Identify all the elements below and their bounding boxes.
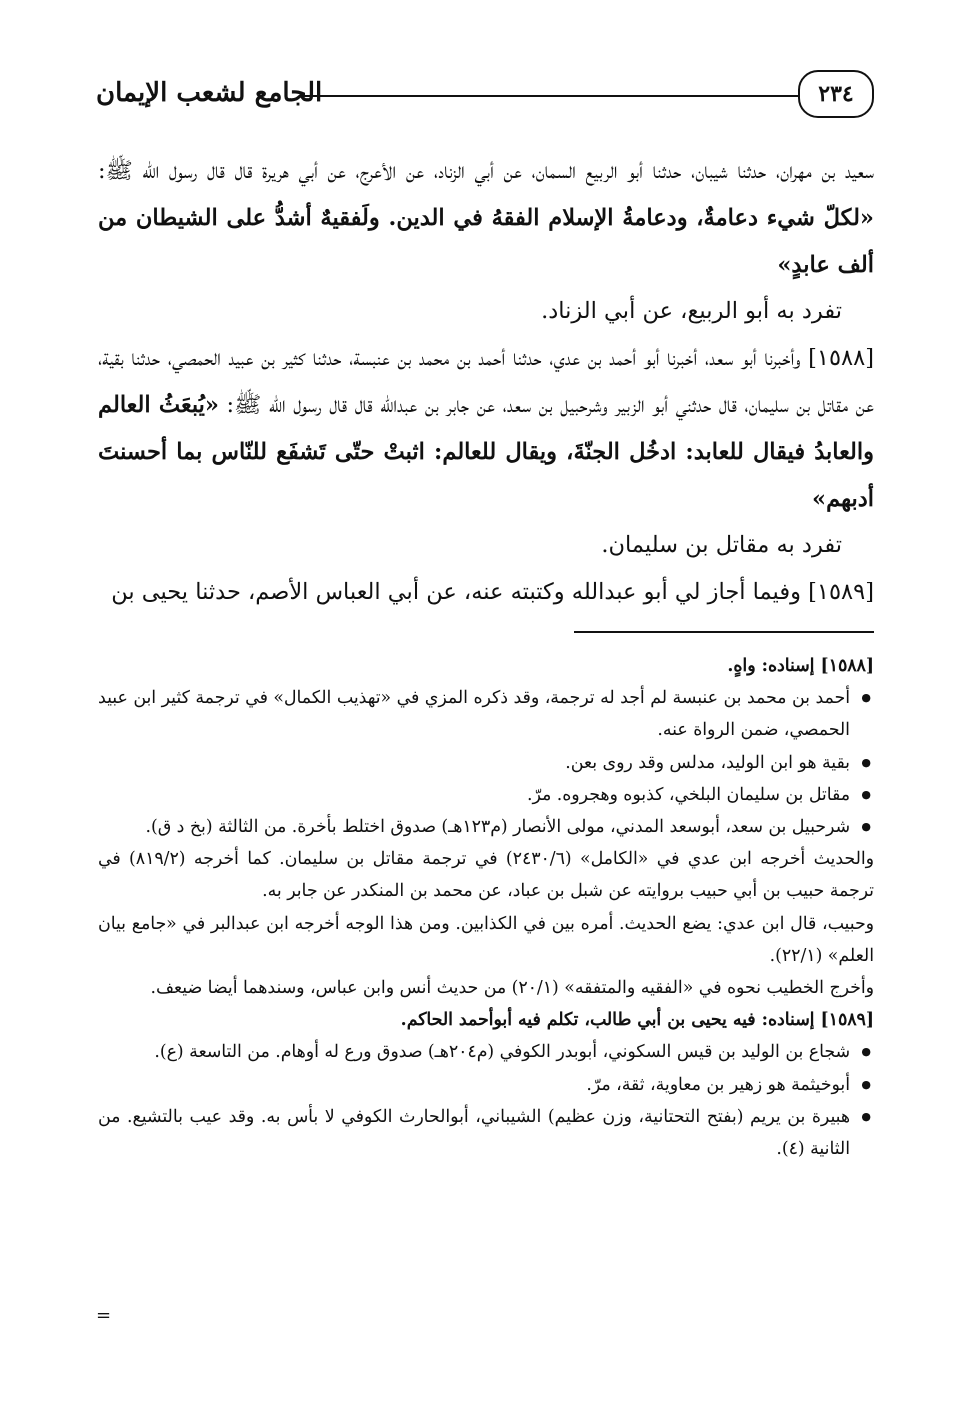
main-text <box>98 148 874 616</box>
page-number: ٢٣٤ <box>798 70 874 118</box>
list-item: ● شجاع بن الوليد بن قيس السكوني، أبوبدر الكوفي (م٢٠٤هـ) صدوق ورع له أوهام. من التاسعة (ع). <box>98 1036 874 1068</box>
continuation-mark: = <box>96 1305 112 1326</box>
header-rule <box>300 95 800 97</box>
list-item: ● أحمد بن محمد بن عنبسة لم أجد له ترجمة، وقد ذكره المزي في «تهذيب الكمال» في ترجمة كثير ابن عبيد الحمصي، ضمن الرواة عنه. <box>98 682 874 746</box>
list-item: ● هبيرة بن يريم (بفتح التحتانية، وزن عظيم) الشيباني، أبوالحارث الكوفي لا بأس به. وقد عيب بالتشيع. من الثانية (٤). <box>98 1101 874 1165</box>
paragraph-2: تفرد به أبو الربيع، عن أبي الزناد. <box>541 298 842 325</box>
paragraph-1 <box>98 148 874 288</box>
footnotes <box>98 650 874 1165</box>
footnote-separator <box>574 631 874 633</box>
note-1588-paragraph: وأخرج الخطيب نحوه في «الفقيه والمتفقه» (٢٠/١) من حديث أنس وابن عباس، وسندهما أيضا ضيعف. <box>150 978 874 999</box>
note-1588-heading: [١٥٨٨] إسناده: واهٍ. <box>727 656 874 676</box>
list-item: ● مقاتل بن سليمان البلخي، كذبوه وهجروه. مرّ. <box>98 779 874 811</box>
hadith-text: «يُبعَثُ العالم والعابدُ فيقال للعابد: ادخُل الجنّةَ، ويقال للعالم: اثبتْ حتّى تَشفَع للنّاس بما أحسنتَ أدبهم» <box>98 391 874 512</box>
page-header <box>96 68 882 124</box>
book-title: الجامع لشعب الإيمان <box>96 78 323 108</box>
note-1589-heading: [١٥٨٩] إسناده: فيه يحيى بن أبي طالب، تكلم فيه أبوأحمد الحاكم. <box>400 1010 874 1031</box>
list-item: ● أبوخيثمة هو زهير بن معاوية، ثقة، مرّ. <box>98 1069 874 1101</box>
hadith-text: «لكلّ شيء دعامةٌ، ودعامةُ الإسلام الفقهُ في الدين. ولَفقيهٌ أشدُّ على الشيطان من ألف عابدٍ» <box>98 204 874 278</box>
paragraph-5: [١٥٨٩] وفيما أجاز لي أبو عبدالله وكتبته عنه، عن أبي العباس الأصم، حدثنا يحيى بن <box>111 579 874 606</box>
chain-of-narration: [١٥٨٨] وأخبرنا أبو سعد، أخبرنا أبو أحمد بن عدي، حدثنا أحمد بن محمد بن عنبسة، حدثنا كثير بن عبيد الحمصي، حدثنا بقية، عن مقاتل بن سليمان، قال حدثني أبو الزبير وشرحبيل بن سعد، عن جابر بن عبدالله قال قال رسول الله ﷺ: <box>98 345 874 418</box>
chain-of-narration: سعيد بن مهران، حدثنا شيبان، حدثنا أبو الربيع السمان، عن أبي الزناد، عن الأعرج، عن أبي هريرة قال قال رسول الله ﷺ: <box>98 158 874 184</box>
paragraph-4: تفرد به مقاتل بن سليمان. <box>601 532 842 559</box>
note-1588-paragraph: وحبيب، قال ابن عدي: يضع الحديث. أمره بين في الكذابين. ومن هذا الوجه أخرجه ابن عبدالبر في «جامع بيان العلم» (٢٢/١). <box>98 913 874 966</box>
list-item: ● شرحبيل بن سعد، أبوسعد المدني، مولى الأنصار (م١٢٣هـ) صدوق اختلط بأخرة. من الثالثة (بخ د ق). <box>98 811 874 843</box>
note-1589-list <box>98 1036 874 1165</box>
list-item: ● بقية هو ابن الوليد، مدلس وقد روى بعن. <box>98 747 874 779</box>
note-1588-paragraph: والحديث أخرجه ابن عدي في «الكامل» (٢٤٣٠/٦) في ترجمة مقاتل بن سليمان. كما أخرجه (٨١٩/٢) في ترجمة حبيب بن أبي حبيب بروايته عن شبل بن عباد، عن محمد بن المنكدر عن جابر به. <box>98 849 874 902</box>
paragraph-3 <box>98 335 874 522</box>
note-1588-list <box>98 682 874 843</box>
